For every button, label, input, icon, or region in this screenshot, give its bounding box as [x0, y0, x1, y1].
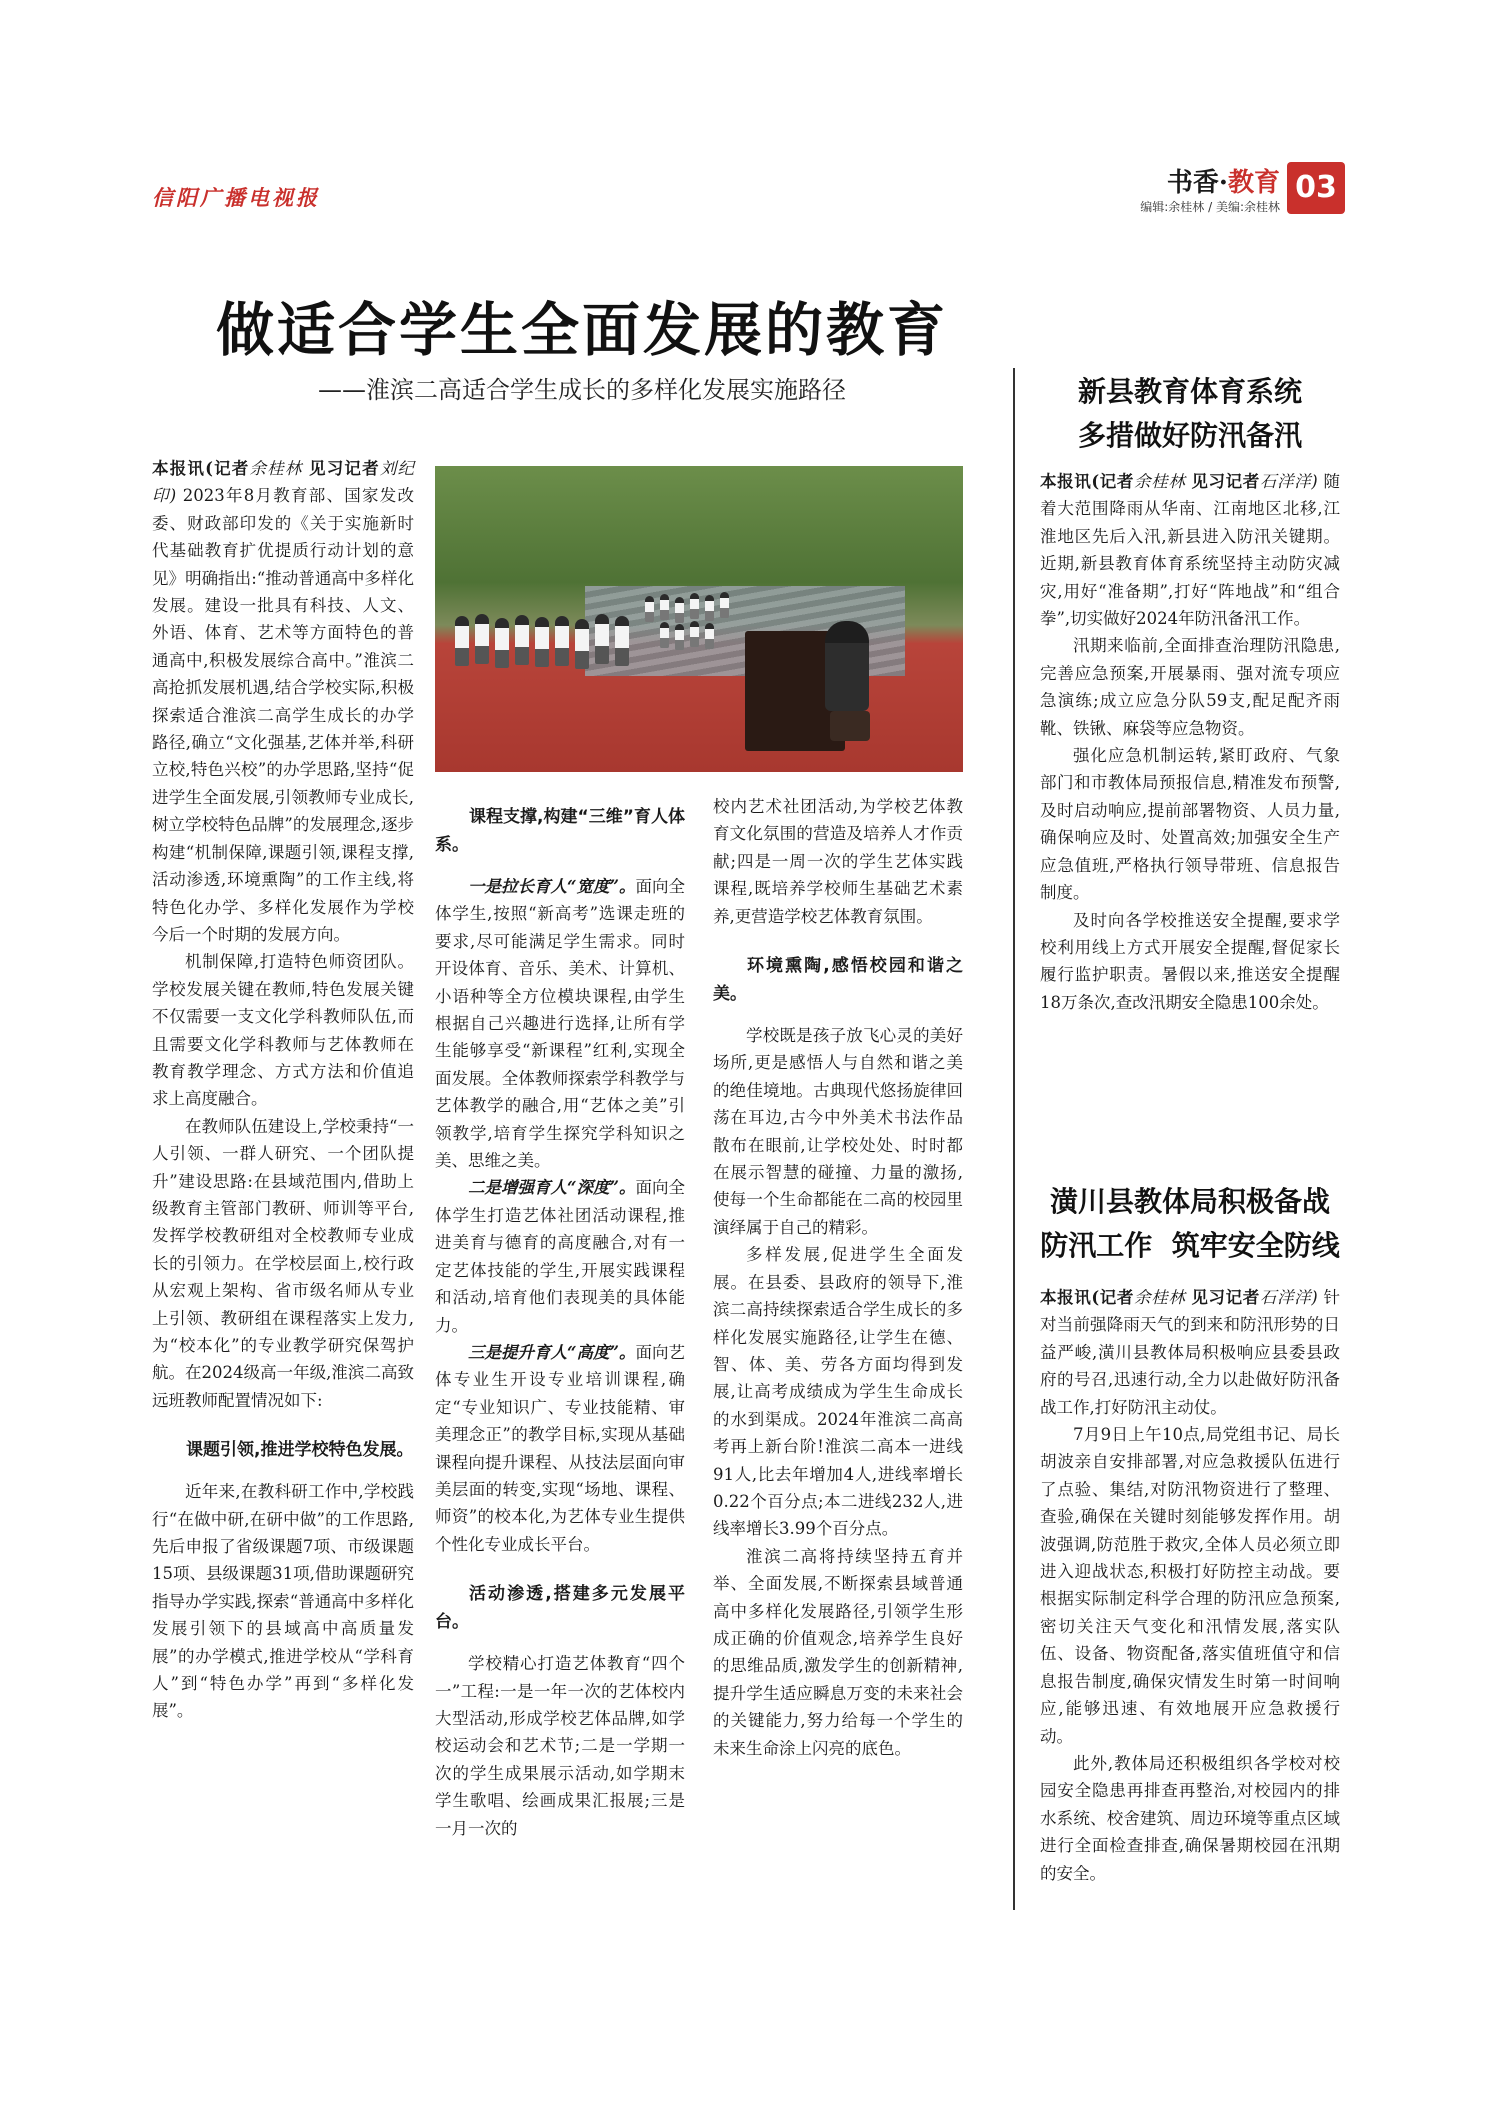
byline-mid: 见习记者 — [309, 459, 380, 478]
photo-pianist — [825, 621, 869, 711]
main-paragraph — [435, 873, 685, 1174]
subheading: 课程支撑,构建“三维”育人体系。 — [435, 807, 685, 855]
title-line: 潢川县教体局积极备战 — [1049, 1185, 1330, 1218]
editor-line: 编辑:余桂林 / 美编:余桂林 — [1140, 200, 1280, 214]
side-paragraph — [1040, 468, 1340, 632]
emphasis-lead: 一是拉长育人“宽度”。 — [468, 877, 636, 896]
photo-student — [720, 592, 729, 618]
main-paragraph: 近年来,在教科研工作中,学校践行“在做中研,在研中做”的工作思路,先后申报了省级课题7项、市级课题15项、县级课题31项,借助课题研究指导办学实践,探索“普通高中多样化发展引领下的县域高中高质量发展”的办学模式,推进学校从“学科育人”到“特色办学”再到“多样化发展”。 — [152, 1482, 414, 1721]
main-paragraph: 在教师队伍建设上,学校秉持“一人引领、一群人研究、一个团队提升”建设思路:在县域范围内,借助上级教育主管部门教研、师训等平台,发挥学校教研组对全校教师专业成长的引领力。在学校层面上,校行政从宏观上架构、省市级名师从专业上引领、教研组在课程落实上发力,为“校本化”的专业教学研究保驾护航。在2024级高一年级,淮滨二高致远班教师配置情况如下: — [152, 1116, 414, 1410]
side-article-2-title — [1040, 1180, 1340, 1268]
side-paragraph: 此外,教体局还积极组织各学校对校园安全隐患再排查再整治,对校园内的排水系统、校舍建筑、周边环境等重点区域进行全面检查排查,确保暑期校园在汛期的安全。 — [1040, 1753, 1340, 1883]
side-paragraph — [1040, 1284, 1340, 1421]
title-line: 防汛工作 筑牢安全防线 — [1040, 1229, 1340, 1262]
subheading: 课题引领,推进学校特色发展。 — [186, 1440, 414, 1461]
photo-student — [690, 621, 699, 647]
subheading: 活动渗透,搭建多元发展平台。 — [435, 1584, 685, 1633]
photo-stool — [830, 711, 870, 741]
main-subtitle: ——淮滨二高适合学生成长的多样化发展实施路径 — [318, 376, 846, 404]
title-line: 新县教育体育系统 — [1077, 375, 1302, 408]
photo-student — [615, 616, 629, 666]
side-paragraph: 7月9日上午10点,局党组书记、局长胡波亲自安排部署,对应急救援队伍进行了点验、集结,对防汛物资进行了整理、查验,确保在关键时刻能够发挥作用。胡波强调,防范胜于救灾,全体人员必须立即进入迎战状态,积极打好防控主动战。要根据实际制定科学合理的防汛应急预案,密切关注天气变化和汛情发展,落实队伍、设备、物资配备,落实值班值守和信息报告制度,确保灾情发生时第一时间响应,能够迅速、有效地展开应急救援行动。 — [1040, 1425, 1340, 1746]
side-article-2-body — [1040, 1284, 1340, 1887]
main-title: 做适合学生全面发展的教育 — [215, 296, 948, 364]
byline-intern: 石洋洋) — [1259, 472, 1318, 491]
section-prefix: 书香· — [1166, 168, 1228, 198]
main-paragraph: 机制保障,打造特色师资团队。学校发展关键在教师,特色发展关键不仅需要一支文化学科教师队伍,而且需要文化学科教师与艺体教师在教育教学理念、方式方法和价值追求上高度融合。 — [152, 952, 414, 1109]
emphasis-lead: 三是提升育人“高度”。 — [468, 1342, 636, 1362]
column-divider — [1013, 368, 1015, 1910]
photo-student — [645, 596, 654, 622]
photo-student — [515, 615, 529, 665]
subheading: 环境熏陶,感悟校园和谐之美。 — [713, 956, 963, 1005]
main-paragraph: 学校既是孩子放飞心灵的美好场所,更是感悟人与自然和谐之美的绝佳境地。古典现代悠扬旋律回荡在耳边,古今中外美术书法作品散布在眼前,让学校处处、时时都在展示智慧的碰撞、力量的激扬,使每一个生命都能在二高的校园里演绎属于自己的精彩。 — [713, 1026, 963, 1237]
article-photo — [435, 466, 963, 772]
emphasis-lead: 二是增强育人“深度”。 — [468, 1178, 636, 1198]
side-paragraph: 强化应急机制运转,紧盯政府、气象部门和市教体局预报信息,精准发布预警,及时启动响应,提前部署物资、人员力量,确保响应及时、处置高效;加强安全生产应急值班,严格执行领导带班、信息报告制度。 — [1040, 746, 1340, 903]
section-accent: 教育 — [1227, 168, 1280, 198]
byline-lead: 本报讯(记者 — [152, 459, 250, 478]
main-column-2 — [435, 793, 685, 1842]
main-paragraph: 校内艺术社团活动,为学校艺体教育文化氛围的营造及培养人才作贡献;四是一周一次的学生艺体实践课程,既培养学校师生基础艺术素养,更营造学校艺体教育氛围。 — [713, 797, 963, 926]
photo-student — [595, 614, 609, 664]
byline-lead: 本报讯(记者 — [1040, 1288, 1135, 1307]
side-article-1-title — [1040, 370, 1340, 458]
main-column-3 — [713, 793, 963, 1762]
photo-student — [555, 616, 569, 666]
main-paragraph — [435, 1339, 685, 1558]
byline-intern: 石洋洋) — [1259, 1288, 1318, 1307]
byline-reporter: 余桂林 — [1134, 472, 1186, 491]
section-label — [1167, 162, 1280, 199]
side-paragraph: 及时向各学校推送安全提醒,要求学校利用线上方式开展安全提醒,督促家长履行监护职责。暑假以来,推送安全提醒18万条次,查改汛期安全隐患100余处。 — [1040, 910, 1340, 1012]
paragraph-text: 2023年8月教育部、国家发改委、财政部印发的《关于实施新时代基础教育扩优提质行动计划的意见》明确指出:“推动普通高中多样化发展。建设一批具有科技、人文、外语、体育、艺术等方面特色的普通高中,积极发展综合高中。”淮滨二高抢抓发展机遇,结合学校实际,积极探索适合淮滨二高学生成长的办学路径,确立“文化强基,艺体并举,科研立校,特色兴校”的办学思路,坚持“促进学生全面发展,引领教师专业成长,树立学校特色品牌”的发展理念,逐步构建“机制保障,课题引领,课程支撑,活动渗透,环境熏陶”的工作主线,将特色化办学、多样化发展作为学校今后一个时期的发展方向。 — [152, 486, 414, 944]
side-article-1-body — [1040, 468, 1340, 1016]
photo-student — [495, 618, 509, 668]
photo-student — [660, 594, 669, 620]
byline-intern: 刘纪印) — [152, 459, 415, 506]
main-paragraph: 淮滨二高将持续坚持五育并举、全面发展,不断探索县域普通高中多样化发展路径,引领学生形成正确的价值观念,培养学生良好的思维品质,激发学生的创新精神,提升学生适应瞬息万变的未来社会的关键能力,努力给每一个学生的未来生命涂上闪亮的底色。 — [713, 1546, 963, 1758]
paragraph-text: 面向全体学生,按照“新高考”选课走班的要求,尽可能满足学生需求。同时开设体育、音乐、美术、计算机、小语种等全方位模块课程,由学生根据自己兴趣进行选择,让所有学生能够享受“新课程”红利,实现全面发展。全体教师探索学科教学与艺体教学的融合,用“艺体之美”引领教学,培育学生探究学科知识之美、思维之美。 — [435, 877, 686, 1171]
side-paragraph: 汛期来临前,全面排查治理防汛隐患,完善应急预案,开展暴雨、强对流专项应急演练;成立应急分队59支,配足配齐雨靴、铁锹、麻袋等应急物资。 — [1040, 636, 1340, 738]
byline-mid: 见习记者 — [1191, 472, 1260, 491]
photo-student — [690, 593, 699, 619]
main-paragraph — [435, 1174, 685, 1338]
photo-student — [705, 595, 714, 621]
photo-student — [705, 623, 714, 649]
photo-student — [475, 614, 489, 664]
paragraph-text: 针对当前强降雨天气的到来和防汛形势的日益严峻,潢川县教体局积极响应县委县政府的号召,迅速行动,全力以赴做好防汛备战工作,打好防汛主动仗。 — [1040, 1288, 1340, 1417]
photo-student — [455, 616, 469, 666]
photo-student — [660, 622, 669, 648]
byline-reporter: 余桂林 — [249, 459, 303, 478]
title-line: 多措做好防汛备汛 — [1077, 419, 1302, 452]
byline-reporter: 余桂林 — [1134, 1288, 1186, 1307]
byline-lead: 本报讯(记者 — [1040, 472, 1135, 491]
photo-student — [575, 619, 589, 669]
main-paragraph — [152, 455, 414, 948]
main-paragraph: 多样发展,促进学生全面发展。在县委、县政府的领导下,淮滨二高持续探索适合学生成长的多样化发展实施路径,让学生在德、智、体、美、劳各方面均得到发展,让高考成绩成为学生生命成长的水到渠成。2024年淮滨二高高考再上新台阶!淮滨二高本一进线91人,比去年增加4人,进线率增长0.22个百分点;本二进线232人,进线率增长3.99个百分点。 — [713, 1245, 963, 1539]
page-number: 03 — [1287, 162, 1345, 214]
photo-student — [675, 624, 684, 650]
main-paragraph: 学校精心打造艺体教育“四个一”工程:一是一年一次的艺体校内大型活动,形成学校艺体品牌,如学校运动会和艺术节;二是一学期一次的学生成果展示活动,如学期末学生歌唱、绘画成果汇报展;三是一月一次的 — [435, 1654, 685, 1838]
photo-student — [535, 617, 549, 667]
main-column-1 — [152, 455, 414, 1725]
photo-student — [675, 597, 684, 623]
paper-name: 信阳广播电视报 — [152, 186, 320, 210]
paragraph-text: 面向艺体专业生开设专业培训课程,确定“专业知识广、专业技能精、审美理念正”的教学目标,实现从基础课程向提升课程、从技法层面向审美层面的转变,实现“场地、课程、师资”的校本化,为艺体专业生提供个性化专业成长平台。 — [435, 1342, 686, 1554]
byline-mid: 见习记者 — [1191, 1288, 1260, 1307]
paragraph-text: 面向全体学生打造艺体社团活动课程,推进美育与德育的高度融合,对有一定艺体技能的学生,开展实践课程和活动,培育他们表现美的具体能力。 — [435, 1178, 686, 1335]
paragraph-text: 随着大范围降雨从华南、江南地区北移,江淮地区先后入汛,新县进入防汛关键期。近期,新县教育体育系统坚持主动防灾减灾,用好“准备期”,打好“阵地战”和“组合拳”,切实做好2024年防汛备汛工作。 — [1040, 472, 1340, 629]
